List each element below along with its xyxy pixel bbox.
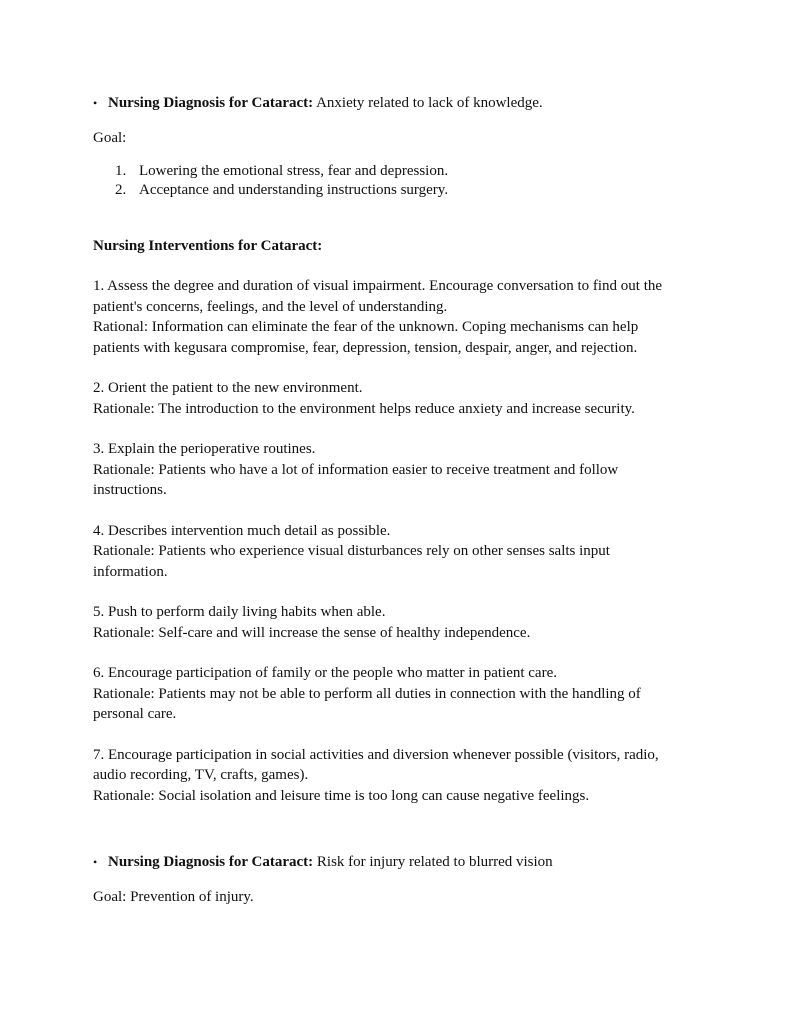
- intervention-6: [93, 663, 703, 725]
- rationale-line: Rational: Information can eliminate the fear of the unknown. Coping mechanisms can help: [93, 319, 639, 335]
- goal-2: Goal: Prevention of injury.: [93, 889, 254, 905]
- intervention-line: 7. Encourage participation in social activities and diversion whenever possible (visitors, radio,: [93, 746, 659, 763]
- goal-label: Goal:: [93, 130, 127, 146]
- rationale-line: Rationale: Patients may not be able to perform all duties in connection with the handling of: [93, 685, 641, 702]
- interventions-heading-text: Nursing Interventions for Cataract:: [93, 238, 323, 254]
- rationale-line: patients with kegusara compromise, fear, depression, tension, despair, anger, and rejection.: [93, 339, 638, 356]
- goal-item: [115, 181, 703, 200]
- diagnosis-2-text: Risk for injury related to blurred vision: [313, 854, 553, 870]
- rationale-line: Rationale: Self-care and will increase the sense of healthy independence.: [93, 624, 531, 641]
- intervention-5: [93, 602, 703, 643]
- bullet-icon: •: [93, 96, 98, 110]
- intervention-4: [93, 521, 703, 583]
- intervention-line: 2. Orient the patient to the new environment.: [93, 380, 363, 396]
- intervention-line: 4. Describes intervention much detail as possible.: [93, 522, 391, 539]
- intervention-line: audio recording, TV, crafts, games).: [93, 767, 309, 783]
- rationale-line: Rationale: Social isolation and leisure time is too long can cause negative feelings.: [93, 787, 590, 804]
- intervention-line: 1. Assess the degree and duration of visual impairment. Encourage conversation to find out the: [93, 278, 663, 294]
- intervention-2: [93, 378, 703, 419]
- diagnosis-1: [93, 93, 703, 113]
- goal-item: [115, 162, 703, 181]
- intervention-line: 6. Encourage participation of family or the people who matter in patient care.: [93, 665, 557, 681]
- rationale-line: instructions.: [93, 482, 167, 498]
- intervention-line: 5. Push to perform daily living habits when able.: [93, 604, 386, 620]
- rationale-line: Rationale: The introduction to the environment helps reduce anxiety and increase security.: [93, 400, 635, 417]
- diagnosis-2: [93, 852, 703, 872]
- interventions-heading: [93, 236, 703, 256]
- goal-text: Acceptance and understanding instructions surgery.: [139, 182, 449, 198]
- diagnosis-1-text: Anxiety related to lack of knowledge.: [313, 95, 543, 111]
- intervention-line: patient's concerns, feelings, and the level of understanding.: [93, 298, 448, 315]
- goal-number: 2.: [115, 182, 127, 198]
- goal-text: Lowering the emotional stress, fear and depression.: [139, 163, 449, 179]
- goal-number: 1.: [115, 163, 127, 179]
- rationale-line: information.: [93, 563, 168, 580]
- rationale-line: Rationale: Patients who experience visual disturbances rely on other senses salts input: [93, 543, 610, 559]
- intervention-1: [93, 276, 703, 358]
- rationale-line: Rationale: Patients who have a lot of information easier to receive treatment and follow: [93, 461, 619, 478]
- intervention-3: [93, 439, 703, 501]
- rationale-line: personal care.: [93, 706, 177, 722]
- intervention-7: [93, 745, 703, 807]
- diagnosis-1-label: Nursing Diagnosis for Cataract:: [108, 95, 314, 111]
- bullet-icon: •: [93, 855, 98, 869]
- document-page: [93, 93, 703, 907]
- goal-list: [93, 162, 703, 200]
- intervention-line: 3. Explain the perioperative routines.: [93, 441, 316, 457]
- diagnosis-2-label: Nursing Diagnosis for Cataract:: [108, 854, 314, 870]
